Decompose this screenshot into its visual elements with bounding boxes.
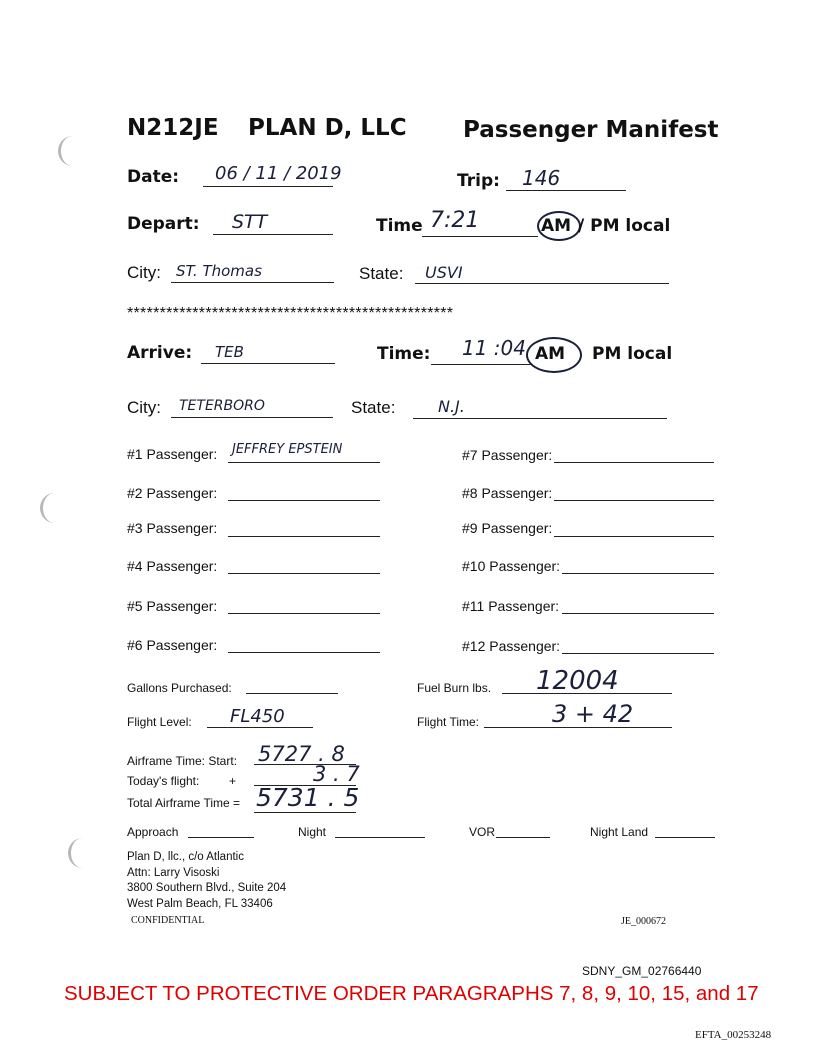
arrive-time-label: Time: xyxy=(377,344,431,364)
arrive-state-value[interactable]: N.J. xyxy=(438,397,465,416)
depart-time-value[interactable]: 7:21 xyxy=(430,208,480,233)
tail-number: N212JE xyxy=(127,115,219,141)
passenger-1-underline xyxy=(228,462,380,463)
passenger-1-label: #1 Passenger: xyxy=(127,446,218,462)
depart-underline xyxy=(213,234,333,235)
gallons-underline xyxy=(246,693,338,694)
bates-sdny: SDNY_GM_02766440 xyxy=(582,964,702,978)
passenger-5-underline xyxy=(228,613,380,614)
passenger-10-label: #10 Passenger: xyxy=(462,558,561,574)
fuel-burn-label: Fuel Burn lbs. xyxy=(417,681,492,695)
punch-hole-top xyxy=(58,136,87,166)
passenger-11-underline xyxy=(562,613,714,614)
address-line-1: Plan D, llc., c/o Atlantic xyxy=(127,851,244,863)
airframe-start-label: Airframe Time: Start: xyxy=(127,754,238,768)
passenger-11-label: #11 Passenger: xyxy=(462,598,560,614)
address-line-3: 3800 Southern Blvd., Suite 204 xyxy=(127,882,287,894)
total-airframe-underline xyxy=(254,812,356,813)
passenger-1-value[interactable]: JEFFREY EPSTEIN xyxy=(232,442,343,457)
passenger-9-label: #9 Passenger: xyxy=(462,520,553,536)
depart-city-label: City: xyxy=(127,263,161,282)
depart-city-underline xyxy=(171,282,334,283)
passenger-3-underline xyxy=(228,536,380,537)
approach-label: Approach xyxy=(127,825,179,839)
asterisk-divider: ************************************************** xyxy=(127,305,454,322)
depart-value[interactable]: STT xyxy=(232,211,268,233)
passenger-7-underline xyxy=(554,462,714,463)
flight-time-value[interactable]: 3 + 42 xyxy=(552,700,634,728)
passenger-12-underline xyxy=(562,653,714,654)
address-line-2: Attn: Larry Visoski xyxy=(127,867,220,879)
form-title: Passenger Manifest xyxy=(463,117,719,143)
passenger-6-label: #6 Passenger: xyxy=(127,637,218,653)
passenger-4-underline xyxy=(228,573,380,574)
arrive-value[interactable]: TEB xyxy=(215,343,244,361)
passenger-12-label: #12 Passenger: xyxy=(462,638,561,654)
total-airframe-label: Total Airframe Time = xyxy=(127,796,241,810)
todays-flight-label: Today's flight: xyxy=(127,774,200,788)
protective-order-notice: SUBJECT TO PROTECTIVE ORDER PARAGRAPHS 7, 8, 9, 10, 15, and 17 xyxy=(64,982,759,1005)
arrive-city-label: City: xyxy=(127,398,161,417)
bates-je: JE_000672 xyxy=(621,916,666,927)
punch-hole-bottom xyxy=(68,838,97,868)
depart-city-value[interactable]: ST. Thomas xyxy=(176,262,262,280)
gallons-label: Gallons Purchased: xyxy=(127,681,232,695)
punch-hole-middle xyxy=(40,493,69,523)
arrive-time-underline xyxy=(431,364,531,365)
arrive-am: AM xyxy=(535,344,566,364)
arrive-state-underline xyxy=(413,418,667,419)
depart-am: AM xyxy=(541,216,572,236)
passenger-6-underline xyxy=(228,652,380,653)
vor-label: VOR xyxy=(469,825,496,839)
passenger-8-label: #8 Passenger: xyxy=(462,485,553,501)
passenger-7-label: #7 Passenger: xyxy=(462,447,553,463)
todays-flight-plus: + xyxy=(229,774,237,788)
depart-state-label: State: xyxy=(359,264,404,283)
passenger-10-underline xyxy=(562,573,714,574)
arrive-pm-local: PM local xyxy=(592,344,673,364)
confidential-stamp: CONFIDENTIAL xyxy=(131,915,205,926)
arrive-city-underline xyxy=(171,417,333,418)
passenger-4-label: #4 Passenger: xyxy=(127,558,218,574)
date-value[interactable]: 06 / 11 / 2019 xyxy=(215,163,342,184)
night-underline xyxy=(335,837,425,838)
depart-pm-local: / PM local xyxy=(578,216,671,236)
vor-underline xyxy=(496,837,550,838)
approach-underline xyxy=(188,837,254,838)
trip-label: Trip: xyxy=(457,171,500,191)
arrive-city-value[interactable]: TETERBORO xyxy=(179,398,265,414)
passenger-5-label: #5 Passenger: xyxy=(127,598,218,614)
todays-flight-value[interactable]: 3 . 7 xyxy=(313,762,360,786)
flight-level-label: Flight Level: xyxy=(127,715,192,729)
date-underline xyxy=(203,186,333,187)
passenger-9-underline xyxy=(554,536,714,537)
depart-time-underline xyxy=(422,236,538,237)
night-land-underline xyxy=(655,837,715,838)
depart-state-underline xyxy=(415,283,669,284)
depart-time-label: Time xyxy=(376,216,423,236)
airframe-start-value[interactable]: 5727 . 8 xyxy=(258,742,345,766)
flight-level-value[interactable]: FL450 xyxy=(230,706,285,727)
arrive-time-value[interactable]: 11 :04 xyxy=(462,336,526,360)
passenger-2-underline xyxy=(228,500,380,501)
flight-time-label: Flight Time: xyxy=(417,715,480,729)
address-line-4: West Palm Beach, FL 33406 xyxy=(127,898,273,910)
arrive-label: Arrive: xyxy=(127,343,193,363)
company-name: PLAN D, LLC xyxy=(248,115,407,141)
passenger-2-label: #2 Passenger: xyxy=(127,485,218,501)
depart-label: Depart: xyxy=(127,214,200,234)
bates-efta: EFTA_00253248 xyxy=(695,1029,772,1041)
trip-value[interactable]: 146 xyxy=(522,166,561,190)
night-label: Night xyxy=(298,825,327,839)
arrive-state-label: State: xyxy=(351,398,396,417)
passenger-3-label: #3 Passenger: xyxy=(127,520,218,536)
date-label: Date: xyxy=(127,167,180,187)
arrive-underline xyxy=(201,363,335,364)
passenger-8-underline xyxy=(554,500,714,501)
fuel-burn-value[interactable]: 12004 xyxy=(536,666,619,696)
total-airframe-value[interactable]: 5731 . 5 xyxy=(256,783,360,812)
flight-level-underline xyxy=(207,727,313,728)
trip-underline xyxy=(506,190,626,191)
night-land-label: Night Land xyxy=(590,825,649,839)
depart-state-value[interactable]: USVI xyxy=(425,263,463,282)
